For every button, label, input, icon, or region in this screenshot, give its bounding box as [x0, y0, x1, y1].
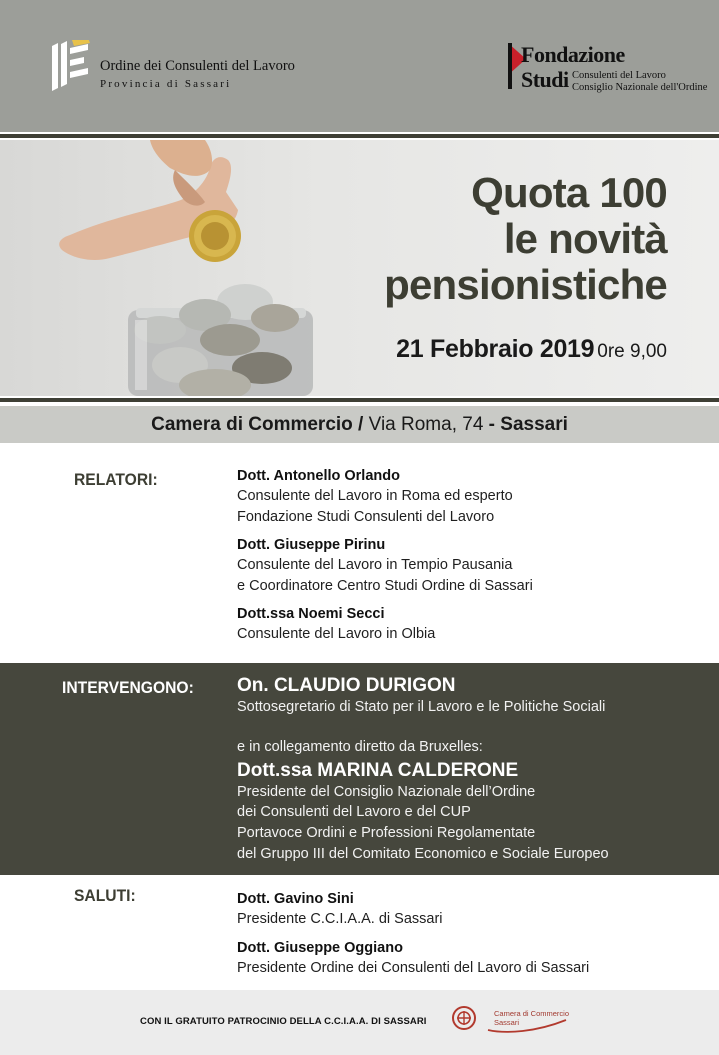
- venue-city: - Sassari: [488, 414, 568, 435]
- speaker-role: Consulente del Lavoro in Olbia: [237, 626, 436, 642]
- divider: [0, 398, 719, 402]
- event-date: 21 Febbraio 2019: [396, 335, 595, 363]
- speaker-role: Consulente del Lavoro in Tempio Pausania: [237, 557, 513, 573]
- ordine-title: Ordine dei Consulenti del Lavoro: [100, 58, 295, 74]
- speaker-role: e Coordinatore Centro Studi Ordine di Sassari: [237, 578, 533, 594]
- ccia-name: Camera di Commercio: [494, 1009, 570, 1018]
- guest-name: On. CLAUDIO DURIGON: [237, 675, 456, 696]
- venue-address: Via Roma, 74: [363, 414, 489, 435]
- guest-name: Dott.ssa MARINA CALDERONE: [237, 760, 519, 781]
- intervengono-label: INTERVENGONO:: [62, 678, 194, 697]
- intervengono-section: [0, 663, 719, 875]
- fondazione-subtitle-1: Consulenti del Lavoro: [572, 70, 666, 81]
- hero-banner: [0, 140, 719, 396]
- speaker-role: Consulente del Lavoro in Roma ed esperto: [237, 488, 513, 504]
- speaker-name: Dott. Giuseppe Pirinu: [237, 537, 386, 553]
- patrocinio-text: CON IL GRATUITO PATROCINIO DELLA C.C.I.A.A. DI SASSARI: [140, 1016, 427, 1027]
- saluti-label: SALUTI:: [74, 886, 136, 905]
- speaker-name: Dott. Antonello Orlando: [237, 468, 400, 484]
- divider: [0, 134, 719, 138]
- fondazione-subtitle-2: Consiglio Nazionale dell'Ordine: [572, 82, 708, 93]
- venue-place: Camera di Commercio /: [151, 414, 364, 435]
- guest-role: dei Consulenti del Lavoro e del CUP: [237, 804, 471, 820]
- footer-band: [0, 990, 719, 1055]
- ccia-swoosh-icon: [486, 1012, 570, 1034]
- guest-role: Sottosegretario di Stato per il Lavoro e le Politiche Sociali: [237, 699, 606, 715]
- speaker-role: Presidente Ordine dei Consulenti del Lavoro di Sassari: [237, 960, 590, 976]
- link-note: e in collegamento diretto da Bruxelles:: [237, 739, 483, 755]
- event-title-line-2: le novità: [503, 215, 667, 262]
- relatori-label: RELATORI:: [74, 470, 158, 489]
- ccia-emblem-icon: [452, 1006, 476, 1030]
- ccia-city: Sassari: [494, 1018, 520, 1027]
- guest-role: Portavoce Ordini e Professioni Regolamentate: [237, 825, 536, 841]
- coin-jar-hand-icon: [0, 140, 340, 396]
- speaker-name: Dott. Gavino Sini: [237, 891, 354, 907]
- ordine-logo-icon: [48, 40, 92, 92]
- guest-role: del Gruppo III del Comitato Economico e Sociale Europeo: [237, 846, 609, 862]
- speaker-role: Fondazione Studi Consulenti del Lavoro: [237, 509, 495, 525]
- fondazione-title: Fondazione: [521, 42, 625, 67]
- guest-role: Presidente del Consiglio Nazionale dell’Ordine: [237, 784, 536, 800]
- event-title-line-1: Quota 100: [471, 169, 667, 216]
- header-band: [0, 0, 719, 132]
- event-date-line: [396, 335, 667, 364]
- event-title-line-3: pensionistiche: [384, 261, 667, 308]
- speaker-role: Presidente C.C.I.A.A. di Sassari: [237, 911, 443, 927]
- ordine-subtitle: Provincia di Sassari: [100, 78, 232, 90]
- speaker-name: Dott. Giuseppe Oggiano: [237, 940, 403, 956]
- speaker-name: Dott.ssa Noemi Secci: [237, 606, 385, 622]
- event-time: 0re 9,00: [597, 341, 667, 362]
- fondazione-studi: Studi: [521, 67, 569, 92]
- venue-bar: [0, 406, 719, 443]
